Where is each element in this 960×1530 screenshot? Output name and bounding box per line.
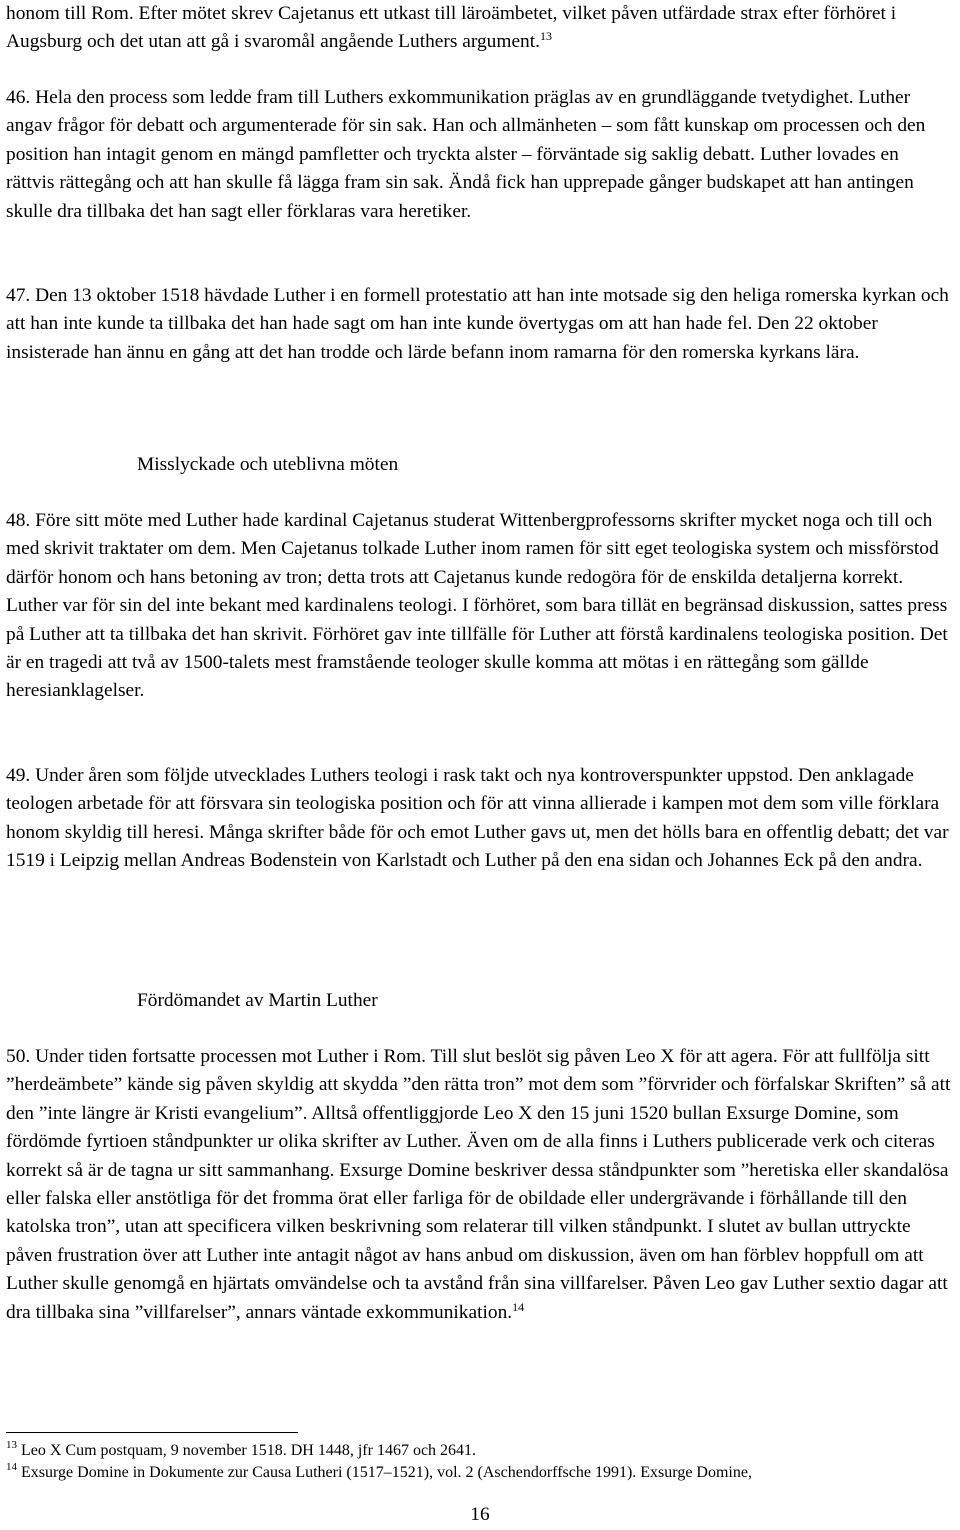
paragraph-continuation — [6, 0, 951, 57]
footnote-ref-14: 14 — [512, 1299, 525, 1314]
section-heading-fordomandet: Fördömandet av Martin Luther — [137, 990, 378, 1011]
footnote-text: Exsurge Domine in Dokumente zur Causa Lutheri (1517–1521), vol. 2 (Aschendorffsche 1991). Exsurge Domine, — [21, 1464, 752, 1481]
paragraph-49: 49. Under åren som följde utvecklades Luthers teologi i rask takt och nya kontroverspunkter uppstod. Den anklagade teologen arbetade för att försvara sin teologiska position och för att vinna allierade i kampen mot dem som ville förklara honom skyldig till heresi. Många skrifter både för och emot Luther gavs ut, men det hölls bara en offentlig debatt; det var 1519 i Leipzig mellan Andreas Bodenstein von Karlstadt och Luther på den ena sidan och Johannes Eck på den andra. — [6, 765, 949, 872]
paragraph-text: honom till Rom. Efter mötet skrev Cajetanus ett utkast till läroämbetet, vilket påven utfärdade strax efter förhöret i Augsburg och det utan att gå i svaromål angående Luthers argument. — [6, 3, 897, 53]
paragraph-50 — [6, 1043, 951, 1327]
paragraph-47: 47. Den 13 oktober 1518 hävdade Luther i en formell protestatio att han inte motsade sig den heliga romerska kyrkan och att han inte kunde ta tillbaka det han hade sagt om han inte kunde övertygas om att han hade fel. Den 22 oktober insisterade han ännu en gång att det han trodde och lärde befann inom ramarna för den romerska kyrkans lära. — [6, 285, 949, 363]
section-heading-misslyckade: Misslyckade och uteblivna möten — [137, 454, 399, 475]
paragraph-48: 48. Före sitt möte med Luther hade kardinal Cajetanus studerat Wittenbergprofessorns skrifter mycket noga och till och med skrivit traktater om dem. Men Cajetanus tolkade Luther inom ramen för sitt eget teologiska system och missförstod därför honom och hans betoning av tron; detta trots att Cajetanus kunde redogöra för de enskilda detaljerna korrekt. Luther var för sin del inte bekant med kardinalens teologi. I förhöret, som bara tillät en begränsad diskussion, sattes press på Luther att ta tillbaka det han skrivit. Förhöret gav inte tillfälle för Luther att förstå kardinalens teologiska position. Det är en tragedi att två av 1500-talets mest framstående teologer skulle komma att mötas i en rättegång som gällde heresianklagelser. — [6, 510, 948, 702]
footnote-mark: 13 — [6, 1439, 17, 1451]
paragraph-text: 50. Under tiden fortsatte processen mot Luther i Rom. Till slut beslöt sig påven Leo X för att agera. För att fullfölja sitt ”herdeämbete” kände sig påven skyldig att skydda ”den rätta tron” mot dem som ”förvrider och förfalskar Skriften” så att den ”inte längre är Kristi evangelium”. Alltså offentliggjorde Leo X den 15 juni 1520 bullan Exsurge Domine, som fördömde fyrtioen ståndpunkter ur olika skrifter av Luther. Även om de alla finns i Luthers publicerade verk och citeras korrekt så är de tagna ur sitt sammanhang. Exsurge Domine beskriver dessa ståndpunkter som ”heretiska eller skandalösa eller falska eller anstötliga för det fromma örat eller farliga för de obildade eller undergrävande i förhållande till den katolska tron”, utan att specificera vilken beskrivning som relaterar till vilken ståndpunkt. I slutet av bullan uttryckte påven frustration över att Luther inte antagit något av hans anbud om diskussion, även om han förblev hoppfull om att Luther skulle genomgå en hjärtats omvändelse och ta avstånd från sina villfarelser. Påven Leo gav Luther sextio dagar att dra tillbaka sina ”villfarelser”, annars väntade exkommunikation. — [6, 1046, 951, 1323]
footnote-13 — [6, 1440, 956, 1461]
footnote-text: Leo X Cum postquam, 9 november 1518. DH 1448, jfr 1467 och 2641. — [21, 1442, 477, 1459]
footnote-separator — [6, 1432, 298, 1433]
footnote-mark: 14 — [6, 1461, 17, 1473]
footnote-ref-13: 13 — [540, 29, 552, 44]
footnote-14 — [6, 1462, 956, 1483]
page-number: 16 — [470, 1504, 490, 1525]
paragraph-46: 46. Hela den process som ledde fram till Luthers exkommunikation präglas av en grundläggande tvetydighet. Luther angav frågor för debatt och argumenterade för sin sak. Han och allmänheten – som fått kunskap om processen och den position han intagit genom en mängd pamfletter och tryckta alster – förväntade sig saklig debatt. Luther lovades en rättvis rättegång och att han skulle få lägga fram sin sak. Ändå fick han upprepade gånger budskapet att han antingen skulle dra tillbaka det han sagt eller förklaras vara heretiker. — [6, 87, 926, 222]
